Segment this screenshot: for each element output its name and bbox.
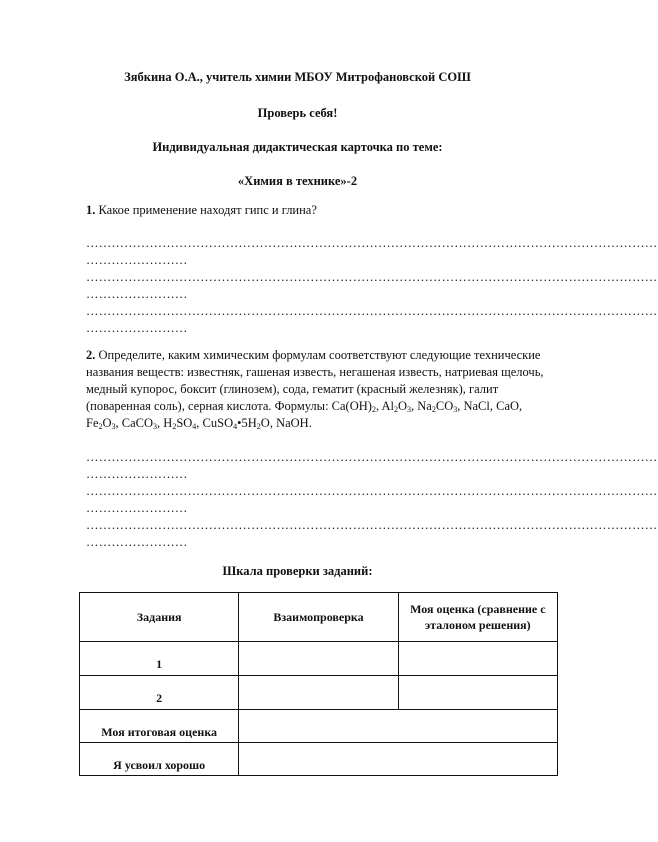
table-row [80,676,558,710]
answer-line[interactable]: ……………………………………………………………………………………………………………………… [86,270,658,284]
answer-line[interactable]: …………………… [86,501,188,515]
header-my-grade: Моя оценка (сравнение с эталоном решения) [398,593,557,642]
answer-line[interactable]: …………………… [86,287,188,301]
my-grade-cell[interactable] [398,676,557,710]
my-grade-cell[interactable] [398,642,557,676]
table-header-row [80,593,558,642]
formula-list: $Ca(OH)_2$, $Al_2O_3$, $Na_2CO_3$, NaCl, CaO, $Fe_2O_3$, CaCO$_3$, $H_2SO_4$, $CuSO_4•5H_2O$, NaOH. [86,399,523,431]
answer-line[interactable]: ……………………………………………………………………………………………………………………… [86,484,658,498]
learned-well-row [80,743,558,776]
question-2-number: 2. [86,348,96,362]
assessment-table [79,592,558,776]
answer-line[interactable]: ……………………………………………………………………………………………………………………… [86,518,658,532]
check-yourself-heading: Проверь себя! [257,106,338,120]
table-row [80,642,558,676]
author-line: Зябкина О.А., учитель химии МБОУ Митрофановской СОШ [124,70,471,84]
question-1-text: Какое применение находят гипс и глина? [95,203,317,217]
learned-well-cell[interactable] [239,743,558,776]
peer-check-cell[interactable] [239,642,398,676]
peer-check-cell[interactable] [239,676,398,710]
final-grade-row [80,710,558,743]
final-grade-label: Моя итоговая оценка [80,710,239,743]
question-2 [86,347,556,432]
answer-line[interactable]: …………………… [86,321,188,335]
answer-line[interactable]: ……………………………………………………………………………………………………………………… [86,304,658,318]
card-title: Индивидуальная дидактическая карточка по теме: [152,140,443,154]
scale-title: Шкала проверки заданий: [222,564,373,578]
answer-line[interactable]: …………………… [86,467,188,481]
question-2-text: Определите, каким химическим формулам соответствуют следующие технические названия веществ: известняк, гашеная известь, негашеная известь, натриевая щелочь, медный купорос, боксит (глинозем), сода, гематит (красный железняк), галит (поваренная соль), серная кислота. Формулы: [86,348,544,413]
answer-line[interactable]: …………………… [86,535,188,549]
answer-line[interactable]: ……………………………………………………………………………………………………………………… [86,236,658,250]
header-tasks: Задания [80,593,239,642]
question-1-number: 1. [86,203,96,217]
header-peer-check: Взаимопроверка [239,593,398,642]
task-number: 1 [80,642,239,676]
topic-title: «Химия в технике»-2 [237,174,358,188]
answer-line[interactable]: …………………… [86,253,188,267]
answer-line[interactable]: ……………………………………………………………………………………………………………………… [86,450,658,464]
task-number: 2 [80,676,239,710]
question-1 [86,202,556,219]
learned-well-label: Я усвоил хорошо [80,743,239,776]
final-grade-cell[interactable] [239,710,558,743]
